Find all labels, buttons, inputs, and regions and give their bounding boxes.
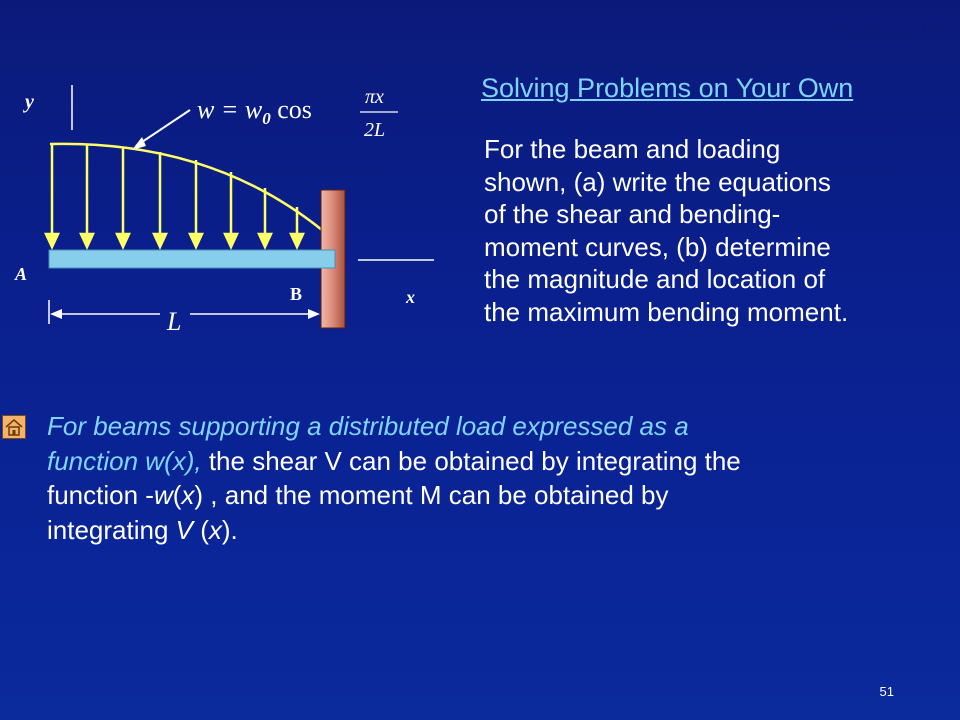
page-number: 51: [879, 684, 894, 699]
hint-line-2: [47, 444, 947, 479]
hint-text: (: [193, 514, 209, 545]
load-formula-subscript: 0: [262, 109, 271, 128]
hint-var-v: V: [175, 514, 193, 545]
dimension-arrow-right: [308, 309, 320, 319]
point-b-label: B: [290, 284, 303, 304]
load-formula-cos: cos: [270, 95, 312, 124]
hint-line-3: [47, 478, 947, 513]
load-arrow-head-2: [81, 234, 93, 247]
problem-statement: [484, 133, 946, 328]
load-arrows: [46, 144, 303, 247]
slide-heading[interactable]: Solving Problems on Your Own: [481, 73, 854, 103]
load-curve: [50, 144, 322, 230]
hint-text: ).: [221, 514, 238, 545]
problem-number-link[interactable]: Problem 7.159: [837, 22, 948, 41]
load-arrow-head-5: [190, 234, 202, 247]
statement-line: For the beam and loading: [484, 134, 781, 164]
load-arrow-head-8: [291, 234, 303, 247]
load-arrow-head-4: [154, 234, 166, 247]
load-formula-w: w = w: [197, 95, 263, 124]
load-arrow-head-7: [259, 234, 271, 247]
statement-line: moment curves, (b) determine: [484, 231, 831, 262]
dimension-arrow-left: [50, 309, 62, 319]
load-arrow-head-6: [225, 234, 237, 247]
beam: [49, 250, 335, 268]
hint-var-x: x: [181, 480, 195, 510]
fraction-denominator: 2L: [364, 119, 386, 141]
length-label: L: [167, 307, 182, 336]
x-axis-label: x: [406, 287, 415, 307]
hint-text: ) , and the moment M can be obtained by: [194, 480, 669, 510]
y-axis-label: y: [25, 91, 34, 113]
home-bullet-icon[interactable]: [2, 415, 26, 439]
house-icon: [3, 416, 25, 438]
load-arrow-head-1: [46, 234, 58, 247]
load-formula: [197, 95, 312, 128]
hint-text: integrating: [47, 514, 176, 545]
statement-line: of the shear and bending-: [484, 199, 781, 229]
hint-line-2-rest: the shear V can be obtained by integrating the: [201, 445, 741, 476]
point-a-label: A: [15, 264, 28, 284]
statement-line: shown, (a) write the equations: [484, 166, 831, 197]
hint-function-text: function w(x),: [47, 445, 202, 476]
formula-leader-line: [136, 110, 190, 146]
formula-leader-arrowhead: [132, 137, 146, 150]
fraction-numerator: πx: [365, 86, 384, 108]
load-arrow-head-3: [117, 234, 129, 247]
statement-line: the maximum bending moment.: [484, 296, 849, 327]
hint-text: (: [172, 480, 182, 510]
hint-line-4: [47, 513, 947, 548]
hint-var-x: x: [208, 514, 222, 545]
hint-var-w: w: [153, 480, 173, 510]
statement-line: the magnitude and location of: [484, 264, 826, 294]
hint-paragraph: [47, 409, 947, 547]
hint-text: function -: [47, 480, 154, 510]
hint-line-1: For beams supporting a distributed load expressed as a: [47, 411, 689, 441]
